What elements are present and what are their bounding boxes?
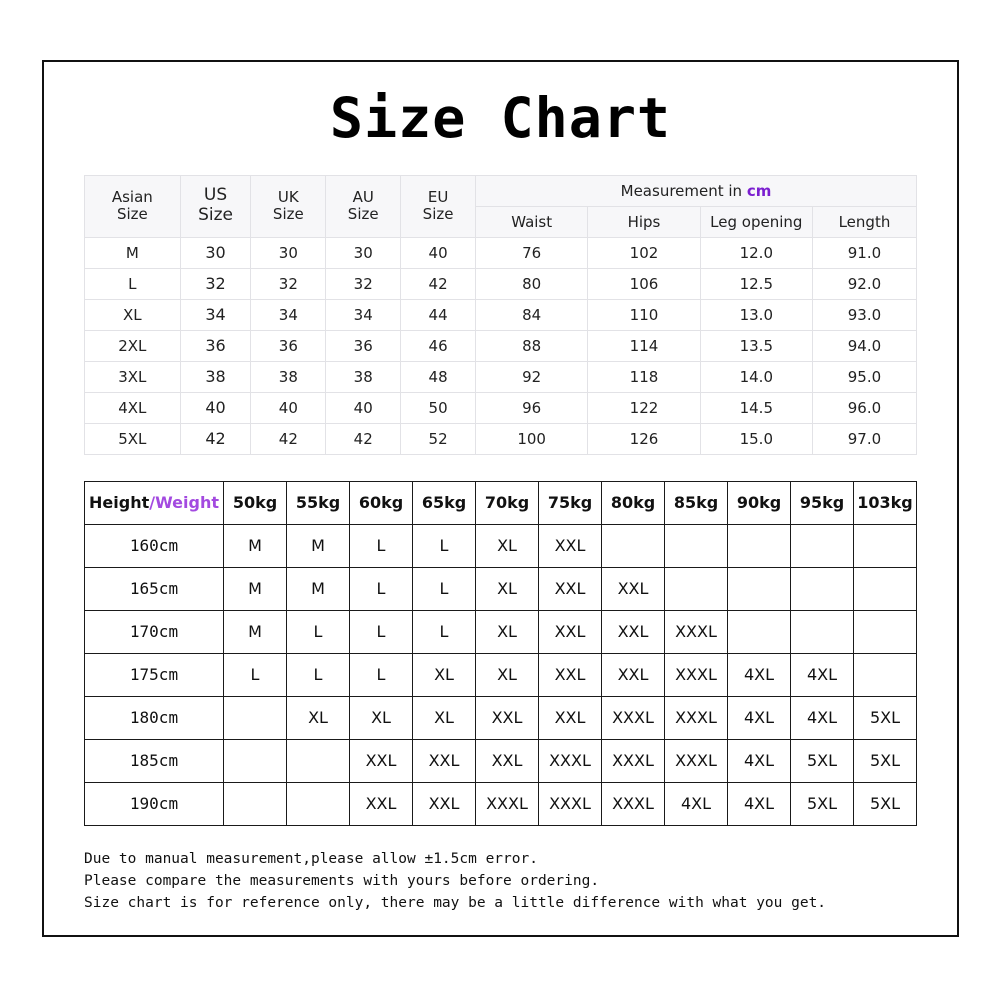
note-line: Size chart is for reference only, there may be a little difference with what you get. <box>84 895 827 912</box>
hw-size-cell: XXL <box>602 610 665 653</box>
header-au-size-line1: AU <box>352 187 374 206</box>
cell-au-size: 40 <box>326 392 401 423</box>
hw-weight-header: 70kg <box>476 481 539 524</box>
table-row <box>85 361 917 392</box>
header-us-size <box>180 175 251 237</box>
cell-us-size: 40 <box>180 392 251 423</box>
cell-hips: 126 <box>588 423 700 454</box>
table-row <box>85 392 917 423</box>
hw-size-cell: XL <box>287 696 350 739</box>
hw-size-cell: XL <box>476 610 539 653</box>
cell-length: 92.0 <box>812 268 916 299</box>
cell-hips: 122 <box>588 392 700 423</box>
hw-size-cell <box>791 567 854 610</box>
hw-size-cell <box>224 696 287 739</box>
hw-row <box>85 653 917 696</box>
hw-weight-header: 95kg <box>791 481 854 524</box>
table-row <box>85 423 917 454</box>
header-eu-size <box>401 175 476 237</box>
hw-size-cell: XXXL <box>602 782 665 825</box>
hw-size-cell: L <box>350 653 413 696</box>
hw-size-cell: XXL <box>539 610 602 653</box>
cell-asian-size: 2XL <box>85 330 181 361</box>
hw-corner-slash: / <box>149 493 156 512</box>
hw-weight-header: 80kg <box>602 481 665 524</box>
hw-size-cell: XXL <box>539 653 602 696</box>
header-measurement-text: Measurement in <box>620 181 747 200</box>
cell-leg-opening: 14.0 <box>700 361 812 392</box>
header-us-size-line1: US <box>203 185 228 206</box>
hw-size-cell: 5XL <box>854 739 917 782</box>
cell-us-size: 36 <box>180 330 251 361</box>
hw-size-cell: XXXL <box>665 739 728 782</box>
hw-size-cell: L <box>224 653 287 696</box>
hw-size-cell: XXL <box>539 696 602 739</box>
cell-leg-opening: 14.5 <box>700 392 812 423</box>
hw-row <box>85 739 917 782</box>
cell-us-size: 32 <box>180 268 251 299</box>
hw-size-cell: M <box>224 524 287 567</box>
hw-size-cell <box>854 524 917 567</box>
hw-weight-header: 85kg <box>665 481 728 524</box>
cell-eu-size: 46 <box>401 330 476 361</box>
cell-length: 93.0 <box>812 299 916 330</box>
hw-size-cell <box>224 739 287 782</box>
cell-waist: 84 <box>476 299 588 330</box>
hw-size-cell: 5XL <box>791 782 854 825</box>
hw-size-cell: XXL <box>413 739 476 782</box>
cell-uk-size: 38 <box>251 361 326 392</box>
hw-size-cell: XXXL <box>665 610 728 653</box>
hw-size-cell: XXXL <box>602 739 665 782</box>
hw-size-cell <box>854 567 917 610</box>
cell-us-size: 42 <box>180 423 251 454</box>
cell-length: 95.0 <box>812 361 916 392</box>
hw-size-cell: 4XL <box>728 739 791 782</box>
cell-length: 97.0 <box>812 423 916 454</box>
hw-size-cell <box>728 610 791 653</box>
hw-size-cell: 5XL <box>791 739 854 782</box>
hw-size-cell <box>854 653 917 696</box>
hw-weight-header: 50kg <box>224 481 287 524</box>
header-asian-size-line2: Size <box>116 205 148 223</box>
hw-size-cell: M <box>224 567 287 610</box>
hw-height-label: 185cm <box>85 739 224 782</box>
cell-uk-size: 36 <box>251 330 326 361</box>
cell-length: 91.0 <box>812 237 916 268</box>
cell-asian-size: 3XL <box>85 361 181 392</box>
hw-corner-label <box>85 481 224 524</box>
hw-size-cell: M <box>224 610 287 653</box>
cell-eu-size: 42 <box>401 268 476 299</box>
hw-size-cell <box>602 524 665 567</box>
cell-eu-size: 48 <box>401 361 476 392</box>
hw-size-cell: XXL <box>350 782 413 825</box>
cell-waist: 76 <box>476 237 588 268</box>
hw-size-cell: XXL <box>476 696 539 739</box>
cell-au-size: 34 <box>326 299 401 330</box>
cell-us-size: 38 <box>180 361 251 392</box>
cell-asian-size: L <box>85 268 181 299</box>
height-weight-table-container <box>84 481 917 826</box>
hw-size-cell: XL <box>413 696 476 739</box>
cell-au-size: 36 <box>326 330 401 361</box>
hw-size-cell: XL <box>476 567 539 610</box>
cell-hips: 110 <box>588 299 700 330</box>
hw-size-cell: 5XL <box>854 696 917 739</box>
hw-size-cell: 4XL <box>728 653 791 696</box>
hw-size-cell <box>791 524 854 567</box>
cell-uk-size: 32 <box>251 268 326 299</box>
header-eu-size-line1: EU <box>427 187 449 206</box>
hw-size-cell: 4XL <box>791 696 854 739</box>
cell-waist: 100 <box>476 423 588 454</box>
cell-length: 96.0 <box>812 392 916 423</box>
hw-size-cell: 4XL <box>665 782 728 825</box>
cell-hips: 118 <box>588 361 700 392</box>
table-row <box>85 299 917 330</box>
hw-size-cell: 5XL <box>854 782 917 825</box>
hw-size-cell: L <box>350 567 413 610</box>
hw-size-cell: 4XL <box>728 782 791 825</box>
hw-size-cell: XL <box>350 696 413 739</box>
header-eu-size-line2: Size <box>422 205 454 223</box>
hw-weight-header: 90kg <box>728 481 791 524</box>
header-au-size <box>326 175 401 237</box>
header-leg-opening: Leg opening <box>700 206 812 237</box>
header-measurement <box>476 175 917 206</box>
hw-size-cell <box>287 739 350 782</box>
hw-size-cell: XXXL <box>665 696 728 739</box>
header-length: Length <box>812 206 916 237</box>
hw-weight-header: 103kg <box>854 481 917 524</box>
hw-size-cell: XXXL <box>539 739 602 782</box>
header-uk-size-line1: UK <box>277 187 299 206</box>
hw-size-cell <box>287 782 350 825</box>
hw-size-cell: XXL <box>602 567 665 610</box>
cell-au-size: 42 <box>326 423 401 454</box>
hw-size-cell: M <box>287 567 350 610</box>
cell-waist: 80 <box>476 268 588 299</box>
hw-header-row <box>85 481 917 524</box>
hw-height-label: 160cm <box>85 524 224 567</box>
cell-asian-size: M <box>85 237 181 268</box>
header-uk-size <box>251 175 326 237</box>
cell-eu-size: 52 <box>401 423 476 454</box>
cell-hips: 102 <box>588 237 700 268</box>
cell-au-size: 32 <box>326 268 401 299</box>
hw-size-cell: XXL <box>539 567 602 610</box>
cell-leg-opening: 15.0 <box>700 423 812 454</box>
table-row <box>85 237 917 268</box>
height-weight-table <box>84 481 917 826</box>
hw-size-cell <box>728 567 791 610</box>
cell-length: 94.0 <box>812 330 916 361</box>
hw-size-cell: L <box>413 524 476 567</box>
hw-size-cell: L <box>413 567 476 610</box>
hw-row <box>85 524 917 567</box>
hw-height-label: 190cm <box>85 782 224 825</box>
hw-size-cell: L <box>287 610 350 653</box>
header-asian-size <box>85 175 181 237</box>
cell-asian-size: 5XL <box>85 423 181 454</box>
hw-size-cell: XL <box>413 653 476 696</box>
header-hips: Hips <box>588 206 700 237</box>
hw-size-cell: L <box>413 610 476 653</box>
hw-row <box>85 567 917 610</box>
hw-size-cell: XXL <box>476 739 539 782</box>
cell-hips: 114 <box>588 330 700 361</box>
size-table-container <box>84 175 917 455</box>
table-row <box>85 330 917 361</box>
cell-us-size: 30 <box>180 237 251 268</box>
hw-size-cell <box>665 567 728 610</box>
header-asian-size-line1: Asian <box>111 187 153 206</box>
cell-leg-opening: 13.0 <box>700 299 812 330</box>
hw-size-cell: XXL <box>539 524 602 567</box>
hw-size-cell: L <box>287 653 350 696</box>
hw-size-cell: XXXL <box>539 782 602 825</box>
note-line: Please compare the measurements with yours before ordering. <box>84 872 600 889</box>
hw-weight-header: 60kg <box>350 481 413 524</box>
cell-eu-size: 50 <box>401 392 476 423</box>
page-title: Size Chart <box>329 86 672 150</box>
hw-weight-header: 55kg <box>287 481 350 524</box>
cell-asian-size: XL <box>85 299 181 330</box>
cell-uk-size: 30 <box>251 237 326 268</box>
hw-size-cell <box>728 524 791 567</box>
hw-corner-weight-text: Weight <box>155 493 219 512</box>
cell-us-size: 34 <box>180 299 251 330</box>
hw-height-label: 175cm <box>85 653 224 696</box>
hw-size-cell: XXL <box>602 653 665 696</box>
hw-size-cell: XXXL <box>476 782 539 825</box>
hw-size-cell: XXL <box>350 739 413 782</box>
hw-size-cell: XXXL <box>602 696 665 739</box>
size-table <box>84 175 917 455</box>
cell-uk-size: 42 <box>251 423 326 454</box>
cell-au-size: 30 <box>326 237 401 268</box>
hw-size-cell: L <box>350 610 413 653</box>
hw-height-label: 165cm <box>85 567 224 610</box>
hw-corner-height-text: Height <box>89 493 150 512</box>
chart-frame <box>42 60 959 937</box>
cell-eu-size: 40 <box>401 237 476 268</box>
size-table-header-row-1 <box>85 175 917 206</box>
cell-eu-size: 44 <box>401 299 476 330</box>
header-measurement-unit: cm <box>746 181 772 200</box>
cell-waist: 88 <box>476 330 588 361</box>
hw-size-cell: L <box>350 524 413 567</box>
hw-size-cell: 4XL <box>728 696 791 739</box>
cell-leg-opening: 13.5 <box>700 330 812 361</box>
hw-size-cell: XL <box>476 524 539 567</box>
cell-leg-opening: 12.5 <box>700 268 812 299</box>
hw-size-cell <box>854 610 917 653</box>
header-au-size-line2: Size <box>347 205 379 223</box>
hw-size-cell: XXL <box>413 782 476 825</box>
note-line: Due to manual measurement,please allow ±1.5cm error. <box>84 850 538 867</box>
cell-waist: 92 <box>476 361 588 392</box>
cell-uk-size: 34 <box>251 299 326 330</box>
hw-height-label: 180cm <box>85 696 224 739</box>
header-uk-size-line2: Size <box>272 205 304 223</box>
hw-size-cell: M <box>287 524 350 567</box>
hw-size-cell: XL <box>476 653 539 696</box>
hw-row <box>85 610 917 653</box>
cell-leg-opening: 12.0 <box>700 237 812 268</box>
hw-size-cell <box>224 782 287 825</box>
header-us-size-line2: Size <box>198 205 233 225</box>
cell-hips: 106 <box>588 268 700 299</box>
hw-height-label: 170cm <box>85 610 224 653</box>
table-row <box>85 268 917 299</box>
hw-weight-header: 65kg <box>413 481 476 524</box>
cell-asian-size: 4XL <box>85 392 181 423</box>
notes-block <box>84 848 917 915</box>
hw-size-cell <box>665 524 728 567</box>
cell-waist: 96 <box>476 392 588 423</box>
hw-row <box>85 696 917 739</box>
hw-row <box>85 782 917 825</box>
hw-weight-header: 75kg <box>539 481 602 524</box>
hw-size-cell: 4XL <box>791 653 854 696</box>
hw-size-cell <box>791 610 854 653</box>
hw-size-cell: XXXL <box>665 653 728 696</box>
header-waist: Waist <box>476 206 588 237</box>
cell-uk-size: 40 <box>251 392 326 423</box>
cell-au-size: 38 <box>326 361 401 392</box>
